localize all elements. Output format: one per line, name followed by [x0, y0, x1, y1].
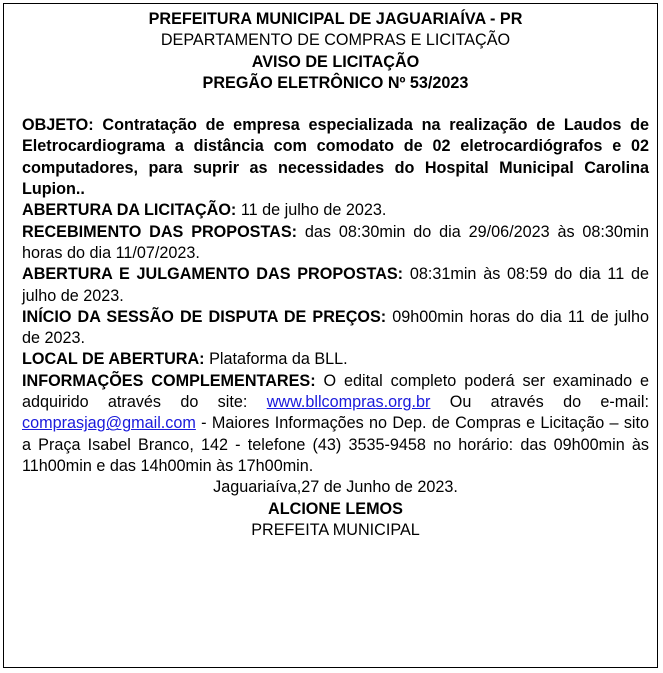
informacoes-text-3: - Maiores Informações no Dep. de Compras e Licitação – sito a Praça Isabel Branco, 142 - telefone (43) 3535-9458 no horário: das 09h00min às 11h00min e das 14h00min às 17h00min. — [22, 414, 650, 475]
notice-content — [22, 9, 649, 541]
recebimento-text: das 08:30min do dia 29/06/2023 às 08:30min horas do dia 11/07/2023. — [22, 222, 649, 262]
header-auction-number: PREGÃO ELETRÔNICO Nº 53/2023 — [202, 73, 469, 92]
recebimento-paragraph — [22, 222, 649, 265]
informacoes-paragraph — [22, 371, 649, 477]
header-department: DEPARTAMENTO DE COMPRAS E LICITAÇÃO — [160, 31, 511, 50]
abertura-licitacao-paragraph — [22, 200, 649, 221]
objeto-label: OBJETO: — [22, 116, 94, 135]
abertura-julgamento-text: 08:31min às 08:59 do dia 11 de julho de 2023. — [22, 265, 649, 305]
local-label: LOCAL DE ABERTURA: — [22, 350, 205, 369]
informacoes-label: INFORMAÇÕES COMPLEMENTARES: — [22, 371, 316, 390]
informacoes-text-2: Ou através do e-mail: — [449, 393, 649, 412]
abertura-licitacao-text: 11 de julho de 2023. — [240, 201, 387, 220]
abertura-licitacao-label: ABERTURA DA LICITAÇÃO: — [22, 201, 237, 220]
spacer — [22, 94, 649, 115]
website-link[interactable]: www.bllcompras.org.br — [266, 393, 431, 412]
inicio-sessao-text: 09h00min horas do dia 11 de julho de 2023. — [22, 307, 650, 348]
email-link[interactable]: comprasjag@gmail.com — [22, 414, 196, 433]
abertura-julgamento-label: ABERTURA E JULGAMENTO DAS PROPOSTAS: — [22, 265, 404, 284]
objeto-paragraph — [22, 115, 649, 200]
local-paragraph — [22, 349, 649, 370]
abertura-julgamento-paragraph — [22, 264, 649, 307]
footer-signer-name: ALCIONE LEMOS — [268, 499, 403, 518]
header-notice-title: AVISO DE LICITAÇÃO — [251, 52, 420, 71]
inicio-sessao-label: INÍCIO DA SESSÃO DE DISPUTA DE PREÇOS: — [22, 307, 387, 326]
inicio-sessao-paragraph — [22, 307, 649, 350]
header-city-hall: PREFEITURA MUNICIPAL DE JAGUARIAÍVA - PR — [148, 10, 523, 28]
footer-signer-role: PREFEITA MUNICIPAL — [251, 520, 420, 539]
local-text: Plataforma da BLL. — [209, 350, 348, 369]
informacoes-text-1: O edital completo poderá ser examinado e adquirido através do site: — [22, 371, 649, 412]
objeto-text: Contratação de empresa especializada na realização de Laudos de Eletrocardiograma a distância com comodato de 02 eletrocardiógrafos e 02 computadores, para suprir as necessidades do Hospital Municipal Carolina Lupion.. — [22, 116, 650, 199]
footer-date: Jaguariaíva,27 de Junho de 2023. — [213, 478, 458, 497]
recebimento-label: RECEBIMENTO DAS PROPOSTAS: — [22, 222, 298, 241]
